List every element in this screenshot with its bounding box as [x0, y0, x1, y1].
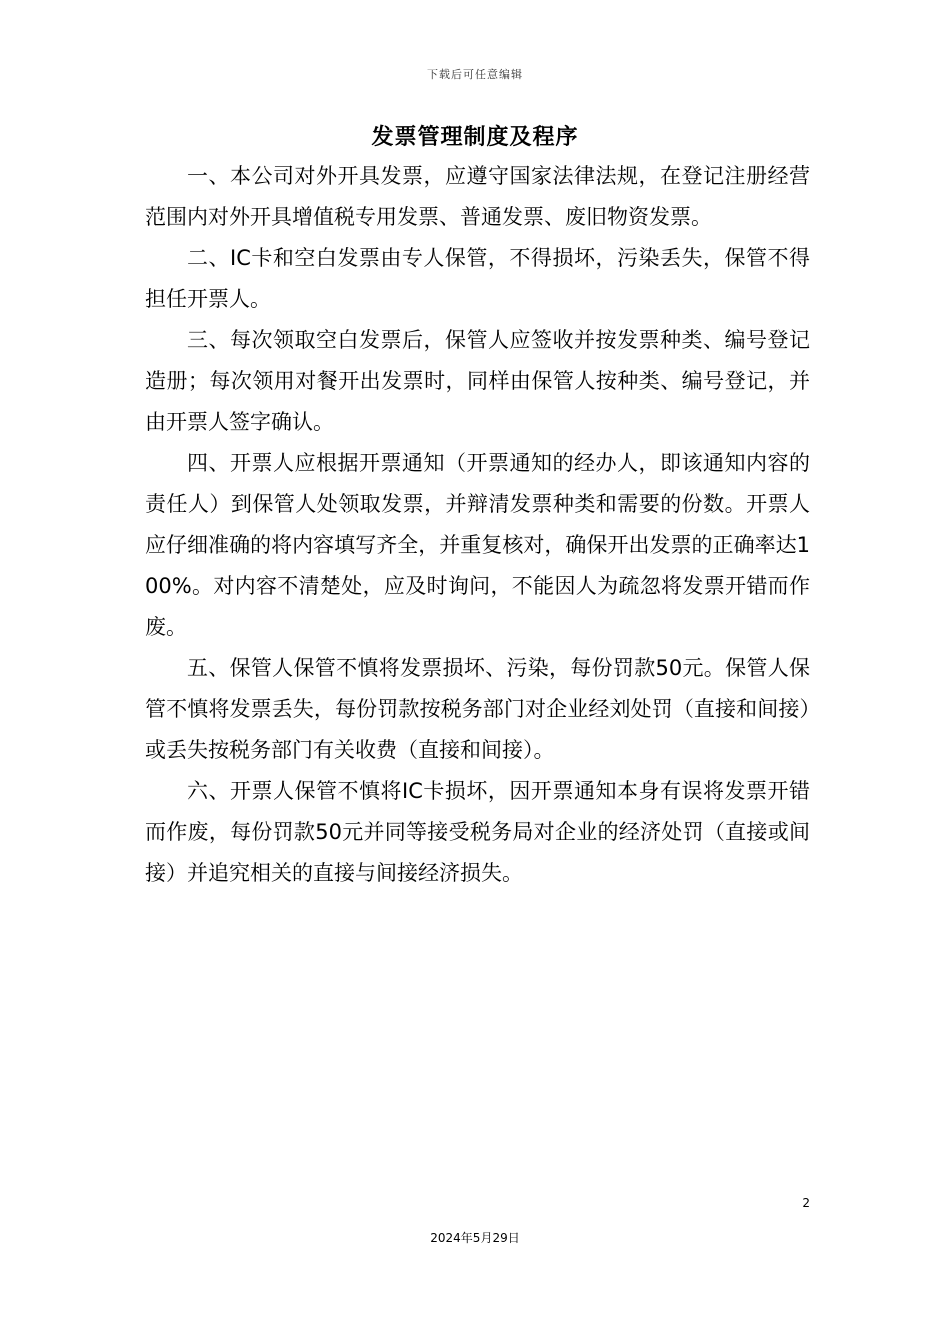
document-body	[145, 156, 810, 894]
paragraph-4: 四、开票人应根据开票通知（开票通知的经办人，即该通知内容的责任人）到保管人处领取发票，并辩清发票种类和需要的份数。开票人应仔细准确的将内容填写齐全，并重复核对，确保开出发票的正确率达100%。对内容不清楚处，应及时询问，不能因人为疏忽将发票开错而作废。	[145, 451, 810, 639]
page-number: 2	[802, 1196, 810, 1210]
paragraph-5: 五、保管人保管不慎将发票损坏、污染，每份罚款50元。保管人保管不慎将发票丢失，每份罚款按税务部门对企业经刘处罚（直接和间接）或丢失按税务部门有关收费（直接和间接）。	[145, 656, 810, 762]
paragraph-1: 一、本公司对外开具发票，应遵守国家法律法规，在登记注册经营范围内对外开具增值税专用发票、普通发票、废旧物资发票。	[145, 164, 810, 229]
paragraph-2: 二、IC卡和空白发票由专人保管，不得损坏，污染丢失，保管不得担任开票人。	[145, 246, 810, 311]
paragraph-6: 六、开票人保管不慎将IC卡损坏，因开票通知本身有误将发票开错而作废，每份罚款50元并同等接受税务局对企业的经济处罚（直接或间接）并追究相关的直接与间接经济损失。	[145, 779, 810, 885]
document-title: 发票管理制度及程序	[371, 125, 579, 150]
footer-date: 2024年5月29日	[430, 1231, 520, 1245]
paragraph-3: 三、每次领取空白发票后，保管人应签收并按发票种类、编号登记造册；每次领用对餐开出发票时，同样由保管人按种类、编号登记，并由开票人签字确认。	[145, 328, 810, 434]
header-note: 下载后可任意编辑	[427, 68, 523, 81]
